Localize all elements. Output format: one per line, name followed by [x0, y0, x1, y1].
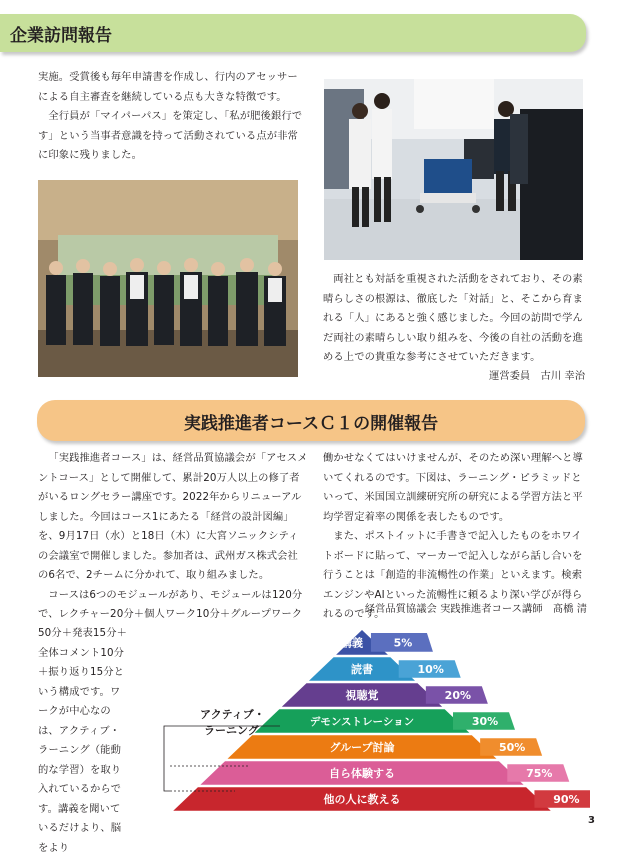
paragraph: また、ポストイットに手書きで記入したものをホワイトボードに貼って、マーカーで記入しながら話し合いを行うことは「創造的非流暢性の作業」といえます。検索エンジンやAIといった流暢性に頼るより深い学びが得られるのです。: [323, 530, 583, 620]
pyramid-percent-label: 90%: [553, 793, 580, 806]
page-number: 3: [588, 815, 595, 826]
paragraph: 「実践推進者コース」は、経営品質協議会が「アセスメントコース」として開催して、累計20万人以上の修了者がいるロングセラー講座です。2022年からリニューアルしました。今回はコース1にあたる「経営の設計図編」を、9月17日（水）と18日（木）に大宮ソニックシティの会議室で開催しました。参加者は、武州ガス株式会社の6名で、2チームに分かれて、取り組みました。: [38, 452, 308, 581]
paragraph: 両社とも対話を重視された活動をされており、その素晴らしさの根源は、徹底した「対話」と、そこから育まれる「人」にあると強く感じました。今回の訪問で学んだ両社の素晴らしい取り組みを、今後の自社の活動を進める上での貴重な参考にさせていただきます。: [323, 273, 583, 363]
photo-group: [38, 180, 298, 377]
active-learning-label-line1: アクティブ・: [200, 708, 265, 721]
course-report-text-narrow: [38, 624, 128, 858]
signature-furukawa: 運営委員 古川 幸治: [489, 370, 585, 382]
pyramid-percent-label: 20%: [444, 689, 472, 702]
pyramid-percent-label: 10%: [417, 663, 444, 676]
pyramid-percent-label: 30%: [471, 715, 499, 728]
pyramid-percent-label: 5%: [393, 636, 413, 650]
pyramid-percent-label: 75%: [526, 767, 553, 780]
paragraph: コースは6つのモジュールがあり、モジュールは120分で、レクチャー20分＋個人ワーク10分＋グループワーク: [38, 588, 303, 620]
pyramid-percent-label: 50%: [498, 741, 526, 754]
paragraph: 実施。受賞後も毎年申請書を作成し、行内のアセッサーによる自主審査を継続している点も大きな特徴です。: [38, 71, 298, 103]
section-header-company-visit: [0, 14, 586, 52]
visit-report-text: [38, 68, 304, 166]
pyramid-level-label: 自ら体験する: [329, 767, 395, 780]
pyramid-level-label: グループ討論: [329, 741, 395, 754]
active-learning-label-line2: ラーニング: [204, 724, 259, 737]
pyramid-level-label: 他の人に教える: [323, 793, 401, 806]
pyramid-level-label: 視聴覚: [345, 689, 379, 702]
section-title: 企業訪問報告: [10, 26, 112, 46]
paragraph: 50分＋発表15分＋全体コメント10分＋振り返り15分という構成です。ワークが中心なのは、アクティブ・ラーニング（能動的な学習）を取り入れているからです。講義を聞いているだけより、脳をより: [38, 627, 127, 854]
pyramid-level-label: デモンストレーション: [309, 716, 415, 728]
learning-pyramid: [130, 626, 590, 816]
bracket: [164, 726, 170, 791]
paragraph: 働かせなくてはいけませんが、そのため深い理解へと導いてくれるのです。下図は、ラーニング・ピラミッドといって、米国国立訓練研究所の研究による学習方法と平均学習定着率の関係を表したものです。: [323, 452, 583, 523]
course-report-text-col1: [38, 449, 308, 625]
pyramid-level-label: 講義: [341, 636, 363, 650]
section-header-course-report: [37, 400, 585, 441]
course-report-text-col2: [323, 449, 587, 625]
photo-demo-room: [324, 79, 583, 260]
paragraph: 全行員が「マイパーパス」を策定し、「私が肥後銀行です」という当事者意識を持って活動されている点が非常に印象に残りました。: [38, 110, 303, 161]
pyramid-level-label: 読書: [351, 663, 373, 676]
section-title: 実践推進者コースＣ１の開催報告: [183, 414, 439, 434]
signature-takahashi: 経営品質協議会 実践推進者コース講師 髙橋 清: [364, 603, 587, 615]
visit-reflection-text: [323, 270, 585, 368]
